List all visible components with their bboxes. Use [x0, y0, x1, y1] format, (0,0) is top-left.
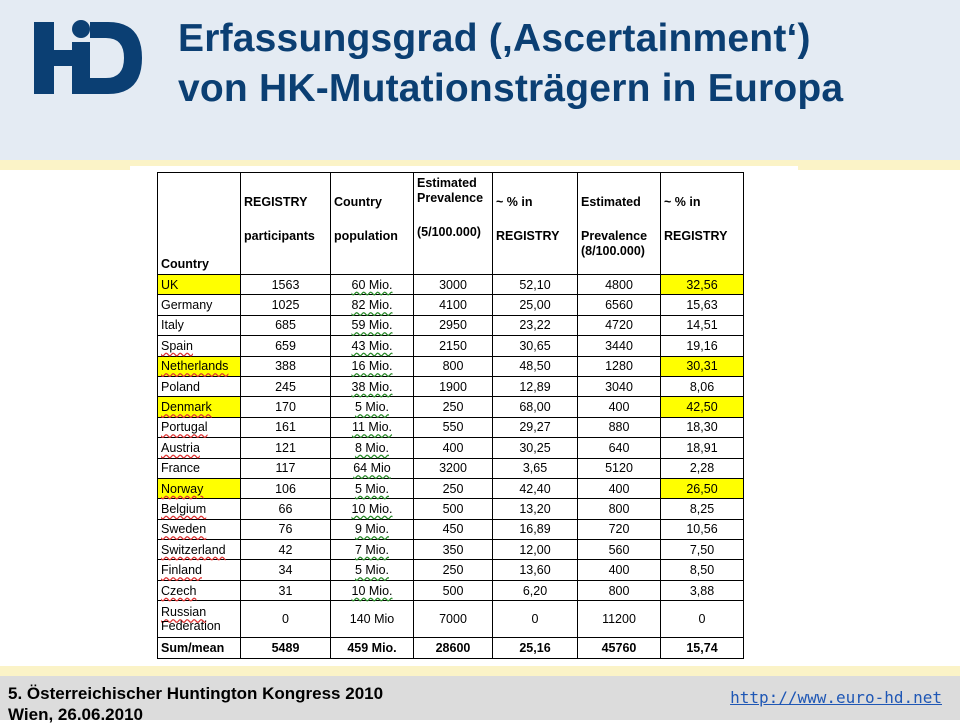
participants-cell: 42 [241, 540, 331, 560]
table-row [158, 458, 744, 478]
participants-cell: 659 [241, 336, 331, 356]
population-cell: 10 Mio. [331, 580, 414, 600]
population-cell: 11 Mio. [331, 417, 414, 437]
est5-cell: 2150 [414, 336, 493, 356]
est5-cell: 500 [414, 499, 493, 519]
pct8-cell: 2,28 [661, 458, 744, 478]
country-cell: Portugal [158, 417, 241, 437]
participants-cell: 1025 [241, 295, 331, 315]
pct8-cell: 19,16 [661, 336, 744, 356]
country-cell: Poland [158, 376, 241, 396]
population-cell: 43 Mio. [331, 336, 414, 356]
est5-cell: 250 [414, 560, 493, 580]
sum-pct5: 25,16 [493, 638, 578, 658]
hd-logo [32, 18, 144, 98]
divider-bottom [0, 666, 960, 676]
est8-cell: 640 [578, 438, 661, 458]
population-cell: 16 Mio. [331, 356, 414, 376]
est8-cell: 560 [578, 540, 661, 560]
participants-cell: 161 [241, 417, 331, 437]
country-cell: Belgium [158, 499, 241, 519]
header-est5: Estimated Prevalence (5/100.000) [414, 173, 493, 275]
country-cell: Netherlands [158, 356, 241, 376]
title-line-2: von HK-Mutationsträgern in Europa [178, 67, 844, 110]
pct5-cell: 30,65 [493, 336, 578, 356]
footer-link[interactable]: http://www.euro-hd.net [730, 688, 942, 707]
population-cell: 10 Mio. [331, 499, 414, 519]
participants-cell: 76 [241, 519, 331, 539]
pct5-cell: 13,60 [493, 560, 578, 580]
est8-cell: 800 [578, 499, 661, 519]
participants-cell: 245 [241, 376, 331, 396]
country-cell: Sweden [158, 519, 241, 539]
population-cell: 38 Mio. [331, 376, 414, 396]
pct5-cell: 29,27 [493, 417, 578, 437]
est5-cell: 2950 [414, 315, 493, 335]
table-panel [130, 166, 798, 676]
participants-cell: 106 [241, 478, 331, 498]
est5-cell: 500 [414, 580, 493, 600]
population-cell: 60 Mio. [331, 275, 414, 295]
population-cell: 5 Mio. [331, 560, 414, 580]
country-cell: Italy [158, 315, 241, 335]
table-row-russia [158, 601, 744, 638]
pct5-cell: 0 [493, 601, 578, 638]
sum-participants: 5489 [241, 638, 331, 658]
sum-pct8: 15,74 [661, 638, 744, 658]
est8-cell: 3040 [578, 376, 661, 396]
participants-cell: 170 [241, 397, 331, 417]
participants-cell: 66 [241, 499, 331, 519]
footer-event: 5. Österreichischer Huntington Kongress 2010 [8, 684, 384, 703]
country-cell: Spain [158, 336, 241, 356]
est5-cell: 450 [414, 519, 493, 539]
est5-cell: 400 [414, 438, 493, 458]
pct8-cell: 8,06 [661, 376, 744, 396]
country-cell: Finland [158, 560, 241, 580]
participants-cell: 117 [241, 458, 331, 478]
pct8-cell: 8,50 [661, 560, 744, 580]
pct8-cell: 15,63 [661, 295, 744, 315]
header-country: Country [158, 173, 241, 275]
country-cell: Austria [158, 438, 241, 458]
sum-est5: 28600 [414, 638, 493, 658]
pct8-cell: 32,56 [661, 275, 744, 295]
est5-cell: 3200 [414, 458, 493, 478]
table-row [158, 397, 744, 417]
pct8-cell: 8,25 [661, 499, 744, 519]
pct8-cell: 0 [661, 601, 744, 638]
est8-cell: 720 [578, 519, 661, 539]
sum-label: Sum/mean [158, 638, 241, 658]
population-cell: 64 Mio [331, 458, 414, 478]
country-cell: Switzerland [158, 540, 241, 560]
population-cell: 82 Mio. [331, 295, 414, 315]
est5-cell: 250 [414, 478, 493, 498]
pct8-cell: 30,31 [661, 356, 744, 376]
pct8-cell: 18,30 [661, 417, 744, 437]
table-row [158, 560, 744, 580]
pct8-cell: 26,50 [661, 478, 744, 498]
est8-cell: 3440 [578, 336, 661, 356]
est8-cell: 1280 [578, 356, 661, 376]
table-body [158, 275, 744, 601]
est8-cell: 400 [578, 397, 661, 417]
table-row [158, 376, 744, 396]
country-cell: France [158, 458, 241, 478]
pct5-cell: 23,22 [493, 315, 578, 335]
est5-cell: 3000 [414, 275, 493, 295]
slide-footer [0, 676, 960, 724]
est8-cell: 880 [578, 417, 661, 437]
table-row [158, 540, 744, 560]
footer-date: Wien, 26.06.2010 [8, 705, 143, 724]
est8-cell: 800 [578, 580, 661, 600]
pct8-cell: 42,50 [661, 397, 744, 417]
country-cell: Denmark [158, 397, 241, 417]
title-line-1: Erfassungsgrad (‚Ascertainment‘) [178, 17, 811, 60]
est5-cell: 1900 [414, 376, 493, 396]
table-row [158, 336, 744, 356]
est5-cell: 250 [414, 397, 493, 417]
table-row [158, 580, 744, 600]
header-participants: REGISTRY participants [241, 173, 331, 275]
est5-cell: 550 [414, 417, 493, 437]
table-row [158, 275, 744, 295]
pct8-cell: 7,50 [661, 540, 744, 560]
est5-cell: 800 [414, 356, 493, 376]
country-cell: Norway [158, 478, 241, 498]
population-cell: 9 Mio. [331, 519, 414, 539]
participants-cell: 1563 [241, 275, 331, 295]
pct5-cell: 16,89 [493, 519, 578, 539]
table-row [158, 438, 744, 458]
sum-est8: 45760 [578, 638, 661, 658]
pct8-cell: 14,51 [661, 315, 744, 335]
est8-cell: 6560 [578, 295, 661, 315]
est8-cell: 400 [578, 478, 661, 498]
participants-cell: 0 [241, 601, 331, 638]
participants-cell: 388 [241, 356, 331, 376]
est5-cell: 7000 [414, 601, 493, 638]
participants-cell: 31 [241, 580, 331, 600]
pct8-cell: 18,91 [661, 438, 744, 458]
est8-cell: 400 [578, 560, 661, 580]
population-cell: 7 Mio. [331, 540, 414, 560]
table-row [158, 417, 744, 437]
header-pct8: ~ % in REGISTRY [661, 173, 744, 275]
pct5-cell: 52,10 [493, 275, 578, 295]
pct5-cell: 13,20 [493, 499, 578, 519]
table-row [158, 295, 744, 315]
table-row [158, 315, 744, 335]
pct5-cell: 25,00 [493, 295, 578, 315]
table-header-row [158, 173, 744, 275]
population-cell: 8 Mio. [331, 438, 414, 458]
pct8-cell: 10,56 [661, 519, 744, 539]
country-cell: Russian Federation [158, 601, 241, 638]
sum-population: 459 Mio. [331, 638, 414, 658]
est8-cell: 4720 [578, 315, 661, 335]
est8-cell: 4800 [578, 275, 661, 295]
country-cell: UK [158, 275, 241, 295]
table-row [158, 499, 744, 519]
participants-cell: 685 [241, 315, 331, 335]
table-row-sum [158, 638, 744, 658]
est8-cell: 5120 [578, 458, 661, 478]
pct5-cell: 68,00 [493, 397, 578, 417]
pct8-cell: 3,88 [661, 580, 744, 600]
est5-cell: 350 [414, 540, 493, 560]
est5-cell: 4100 [414, 295, 493, 315]
pct5-cell: 30,25 [493, 438, 578, 458]
country-cell: Czech [158, 580, 241, 600]
pct5-cell: 6,20 [493, 580, 578, 600]
pct5-cell: 48,50 [493, 356, 578, 376]
population-cell: 59 Mio. [331, 315, 414, 335]
slide-header [0, 0, 960, 160]
table-row [158, 519, 744, 539]
pct5-cell: 42,40 [493, 478, 578, 498]
table-row [158, 478, 744, 498]
table-row [158, 356, 744, 376]
header-population: Country population [331, 173, 414, 275]
header-pct5: ~ % in REGISTRY [493, 173, 578, 275]
country-cell: Germany [158, 295, 241, 315]
population-cell: 5 Mio. [331, 397, 414, 417]
pct5-cell: 12,89 [493, 376, 578, 396]
header-est8: Estimated Prevalence (8/100.000) [578, 173, 661, 275]
participants-cell: 121 [241, 438, 331, 458]
pct5-cell: 12,00 [493, 540, 578, 560]
population-cell: 5 Mio. [331, 478, 414, 498]
participants-cell: 34 [241, 560, 331, 580]
slide-title [178, 14, 843, 114]
registry-table [157, 172, 744, 659]
pct5-cell: 3,65 [493, 458, 578, 478]
est8-cell: 11200 [578, 601, 661, 638]
population-cell: 140 Mio [331, 601, 414, 638]
